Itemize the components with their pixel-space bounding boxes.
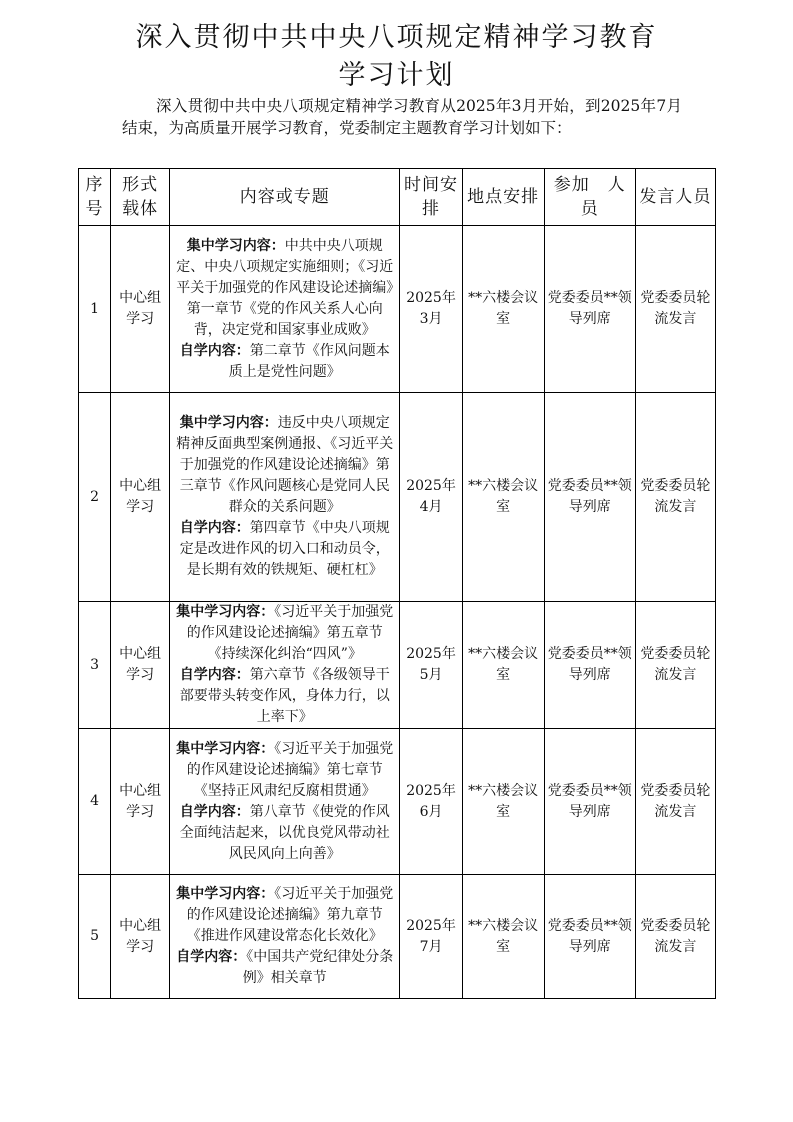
header-attendees: 参加 人员 xyxy=(544,169,635,226)
central-text: 中共中央八项规定、中央八项规定实施细则；《习近平关于加强党的作风建设论述摘编》第一章节《党的作风关系人心向背，决定党和国家事业成败》 xyxy=(176,237,394,338)
cell-attendees: 党委委员**领导列席 xyxy=(544,875,635,999)
self-text: 《中国共产党纪律处分条例》相关章节 xyxy=(242,949,394,986)
self-label: 自学内容： xyxy=(179,803,250,820)
cell-form: 中心组学习 xyxy=(111,602,170,729)
cell-form: 中心组学习 xyxy=(111,393,170,602)
cell-attendees: 党委委员**领导列席 xyxy=(544,729,635,875)
study-plan-table xyxy=(78,168,716,999)
cell-place: **六楼会议室 xyxy=(462,393,544,602)
cell-speakers: 党委委员轮流发言 xyxy=(635,875,715,999)
central-label: 集中学习内容： xyxy=(176,886,275,902)
table-row xyxy=(79,393,716,602)
document-title: 深入贯彻中共中央八项规定精神学习教育 xyxy=(135,22,658,53)
central-label: 集中学习内容： xyxy=(186,237,285,254)
self-label: 自学内容： xyxy=(179,520,250,536)
cell-speakers: 党委委员轮流发言 xyxy=(635,226,715,393)
central-text: 违反中央八项规定精神反面典型案例通报、《习近平关于加强党的作风建设论述摘编》第三章节《作风问题核心是党同人民群众的关系问题》 xyxy=(176,415,394,515)
cell-content xyxy=(170,875,400,999)
self-text: 第八章节《使党的作风全面纯洁起来，以优良党风带动社风民风向上向善》 xyxy=(179,803,390,862)
cell-place: **六楼会议室 xyxy=(462,729,544,875)
cell-speakers: 党委委员轮流发言 xyxy=(635,729,715,875)
cell-speakers: 党委委员轮流发言 xyxy=(635,393,715,602)
cell-seq: 3 xyxy=(79,602,111,729)
central-text: 《习近平关于加强党的作风建设论述摘编》第七章节《坚持正风肃纪反腐相贯通》 xyxy=(186,740,394,799)
self-label: 自学内容： xyxy=(179,667,250,683)
cell-attendees: 党委委员**领导列席 xyxy=(544,602,635,729)
table-row xyxy=(79,875,716,999)
central-text: 《习近平关于加强党的作风建设论述摘编》第五章节《持续深化纠治“四风”》 xyxy=(186,604,394,662)
cell-attendees: 党委委员**领导列席 xyxy=(544,393,635,602)
cell-speakers: 党委委员轮流发言 xyxy=(635,602,715,729)
self-text: 第二章节《作风问题本质上是党性问题》 xyxy=(228,342,390,380)
self-text: 第六章节《各级领导干部要带头转变作风，身体力行，以上率下》 xyxy=(179,667,390,725)
cell-time: 2025年5月 xyxy=(400,602,462,729)
cell-place: **六楼会议室 xyxy=(462,602,544,729)
central-text: 《习近平关于加强党的作风建设论述摘编》第九章节《推进作风建设常态化长效化》 xyxy=(186,886,394,944)
table-row xyxy=(79,729,716,875)
central-label: 集中学习内容： xyxy=(176,740,275,757)
table-row xyxy=(79,602,716,729)
header-time: 时间安排 xyxy=(400,169,462,226)
cell-place: **六楼会议室 xyxy=(462,875,544,999)
cell-attendees: 党委委员**领导列席 xyxy=(544,226,635,393)
central-label: 集中学习内容： xyxy=(176,604,275,620)
cell-time: 2025年4月 xyxy=(400,393,462,602)
header-seq: 序号 xyxy=(79,169,111,226)
cell-form: 中心组学习 xyxy=(111,729,170,875)
cell-time: 2025年7月 xyxy=(400,875,462,999)
cell-content xyxy=(170,393,400,602)
cell-place: **六楼会议室 xyxy=(462,226,544,393)
cell-content xyxy=(170,729,400,875)
cell-seq: 5 xyxy=(79,875,111,999)
cell-time: 2025年3月 xyxy=(400,226,462,393)
cell-content xyxy=(170,602,400,729)
cell-seq: 2 xyxy=(79,393,111,602)
cell-form: 中心组学习 xyxy=(111,226,170,393)
header-speakers: 发言人员 xyxy=(635,169,715,226)
cell-seq: 4 xyxy=(79,729,111,875)
intro-paragraph: 深入贯彻中共中央八项规定精神学习教育从2025年3月开始，到2025年7月结束，为高质量开展学习教育，党委制定主题教育学习计划如下： xyxy=(122,97,682,137)
table-header-row xyxy=(79,169,716,226)
header-form: 形式载体 xyxy=(111,169,170,226)
document-subtitle: 学习计划 xyxy=(338,60,455,91)
self-label: 自学内容： xyxy=(179,342,250,359)
cell-seq: 1 xyxy=(79,226,111,393)
table-row xyxy=(79,226,716,393)
header-place: 地点安排 xyxy=(462,169,544,226)
cell-form: 中心组学习 xyxy=(111,875,170,999)
central-label: 集中学习内容： xyxy=(179,415,278,431)
cell-content xyxy=(170,226,400,393)
header-content: 内容或专题 xyxy=(170,169,400,226)
cell-time: 2025年6月 xyxy=(400,729,462,875)
self-label: 自学内容： xyxy=(176,949,247,965)
self-text: 第四章节《中央八项规定是改进作风的切入口和动员令，是长期有效的铁规矩、硬杠杠》 xyxy=(179,520,390,578)
